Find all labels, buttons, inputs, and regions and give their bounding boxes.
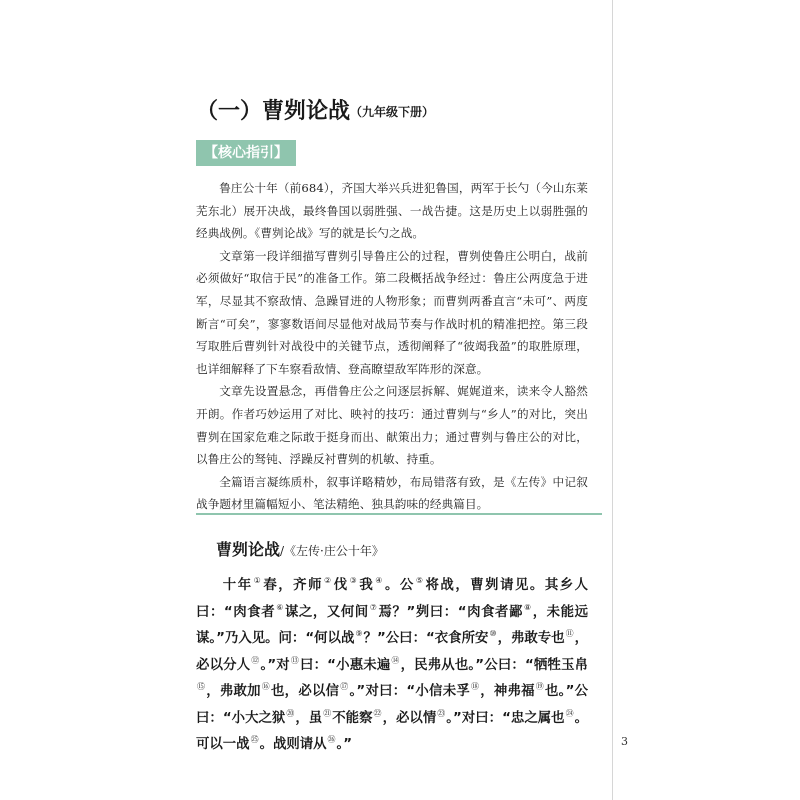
intro-paragraph: 文章先设置悬念，再借鲁庄公之问逐层拆解、娓娓道来，读来令人豁然开朗。作者巧妙运用了对比、映衬的技巧：通过曹刿与“乡人”的对比，突出曹刿在国家危难之际敢于挺身而出、献策出力；通过曹刿与鲁庄公的对比，以鲁庄公的驽钝、浮躁反衬曹刿的机敏、持重。 [196, 384, 588, 467]
chapter-title-main: （一）曹刿论战 [196, 99, 351, 124]
footnote-marker[interactable]: ⑪ [565, 629, 574, 638]
text-run: ，必以分人 [196, 631, 589, 673]
footnote-marker[interactable]: ㉑ [323, 708, 332, 718]
footnote-marker[interactable]: ② [324, 576, 333, 585]
text-run: 。可以一战 [196, 710, 589, 752]
text-run: ，弗敢专也 [497, 631, 565, 646]
page-number: 3 [621, 735, 628, 748]
text-run: 也。”公曰：“小大之狱 [196, 684, 589, 726]
text-run: 春，齐师 [263, 578, 324, 593]
text-title [216, 537, 384, 560]
text-run: 。”对曰：“忠之属也 [446, 710, 565, 726]
footnote-marker[interactable]: ⑩ [489, 629, 497, 638]
text-run: ，神弗福 [480, 684, 535, 699]
text-run: 。”对 [260, 657, 290, 673]
text-run: 我 [359, 578, 375, 593]
footnote-marker[interactable]: ⑧ [523, 602, 532, 612]
footnote-marker[interactable]: ⑱ [470, 682, 480, 691]
text-title-main: 曹刿论战 [216, 540, 281, 559]
footnote-marker[interactable]: ⑥ [276, 602, 284, 612]
footnote-marker[interactable]: ㉖ [327, 735, 336, 744]
footnote-marker[interactable]: ⑭ [391, 655, 400, 665]
section-divider [196, 513, 602, 515]
footnote-marker[interactable]: ⑳ [286, 708, 295, 718]
text-run: 谋之，又何间 [284, 604, 369, 620]
footnote-marker[interactable]: ⑤ [415, 576, 425, 585]
footnote-marker[interactable]: ④ [375, 576, 384, 585]
footnote-marker[interactable]: ⑨ [355, 629, 363, 638]
text-run: ，必以情 [382, 710, 437, 726]
classical-text [196, 573, 588, 759]
chapter-title [196, 94, 434, 125]
footnote-marker[interactable]: ⑬ [290, 655, 300, 665]
footnote-marker[interactable]: ① [253, 576, 263, 585]
intro-paragraph: 全篇语言凝练质朴，叙事详略精妙，布局错落有致，是《左传》中记叙战争题材里篇幅短小、笔法精绝、独具韵味的经典篇目。 [196, 474, 588, 512]
text-run: ？”公曰：“衣食所安 [363, 631, 489, 646]
intro-paragraph: 鲁庄公十年（前684），齐国大举兴兵进犯鲁国，两军于长勺（今山东莱芜东北）展开决战，最终鲁国以弱胜强、一战告捷。这是历史上以弱胜强的经典战例。《曹刿论战》写的就是长勺之战。 [196, 181, 588, 241]
text-run: 曰：“小惠未遍 [300, 657, 391, 673]
footnote-marker[interactable]: ㉔ [565, 708, 574, 718]
text-run: ，虽 [295, 710, 323, 726]
margin-line [612, 0, 613, 800]
text-run: ，弗敢加 [206, 684, 261, 699]
footnote-marker[interactable]: ⑲ [535, 682, 545, 691]
text-run: 不能察 [332, 710, 373, 726]
footnote-marker[interactable]: ⑦ [369, 602, 378, 612]
text-run: 。” [336, 737, 353, 752]
footnote-marker[interactable]: ⑯ [261, 682, 271, 691]
text-run: 。”对曰：“小信未孚 [349, 684, 470, 699]
intro-section [196, 177, 588, 516]
text-run: ，未能远谋。”乃入见。问：“何以战 [196, 604, 589, 646]
footnote-marker[interactable]: ㉓ [437, 708, 446, 718]
core-guide-label: 【核心指引】 [196, 140, 296, 166]
text-source: /《左传·庄公十年》 [280, 544, 384, 558]
text-run: 。战则请从 [259, 737, 327, 752]
chapter-title-subtitle: （九年级下册） [350, 105, 435, 119]
footnote-marker[interactable]: ⑮ [197, 682, 206, 691]
footnote-marker[interactable]: ㉒ [373, 708, 382, 718]
text-run: 伐 [333, 578, 349, 593]
intro-paragraph: 文章第一段详细描写曹刿引导鲁庄公的过程，曹刿使鲁庄公明白，战前必须做好“取信于民”的准备工作。第二段概括战争经过：鲁庄公两度急于进军，尽显其不察敌情、急躁冒进的人物形象；而曹刿两番直言“未可”、两度断言“可矣”，寥寥数语间尽显他对战局节奏与作战时机的精准把控。第三段写取胜后曹刿针对战役中的关键节点，透彻阐释了“彼竭我盈”的取胜原理，也详细解释了下车察看敌情、登高瞭望敌军阵形的深意。 [196, 248, 588, 376]
text-run: 十年 [222, 578, 253, 593]
footnote-marker[interactable]: ③ [349, 576, 359, 585]
classical-paragraph [196, 573, 588, 759]
text-run: 将战，曹刿请见。其乡人曰：“肉食者 [196, 578, 589, 620]
footnote-marker[interactable]: ⑰ [340, 682, 349, 691]
text-run: 焉？”刿曰：“肉食者鄙 [378, 604, 523, 620]
footnote-marker[interactable]: ㉕ [250, 735, 259, 744]
text-run: 也，必以信 [271, 684, 340, 699]
text-run: 。公 [384, 578, 415, 593]
footnote-marker[interactable]: ⑫ [251, 655, 260, 665]
text-run: ，民弗从也。”公曰：“牺牲玉帛 [400, 657, 589, 673]
